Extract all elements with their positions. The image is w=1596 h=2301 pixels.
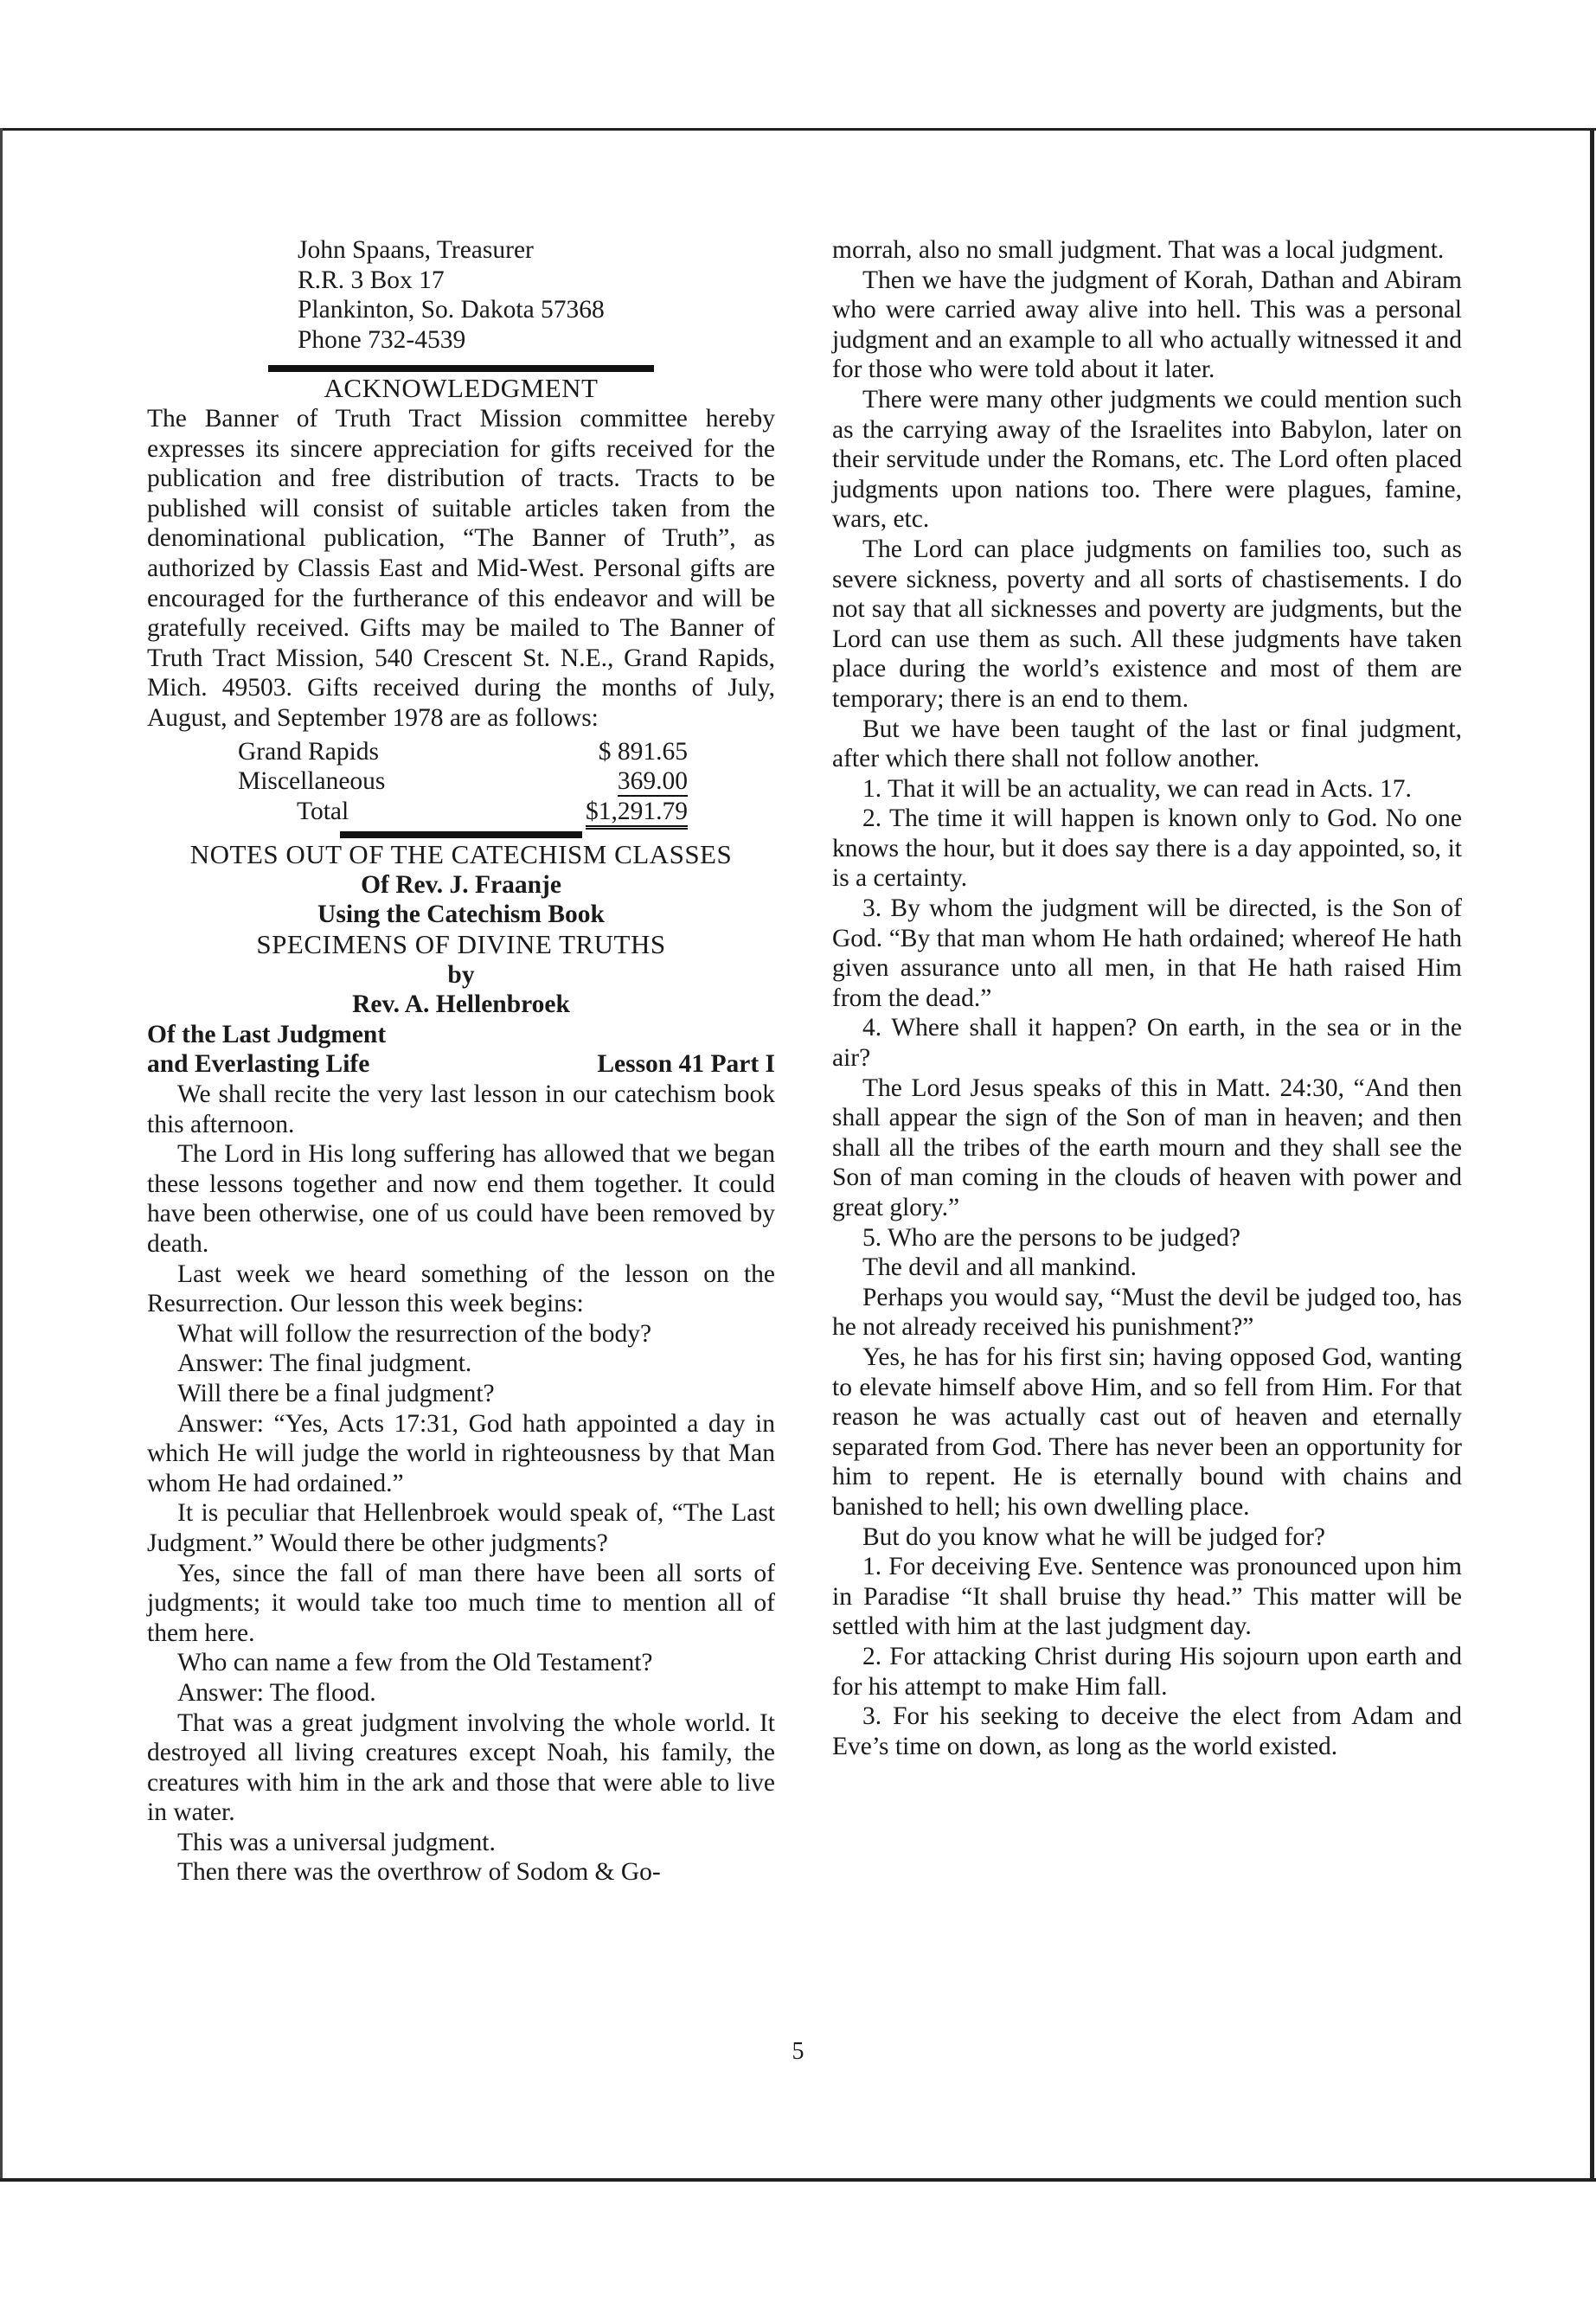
paragraph: It is peculiar that Hellenbroek would speak of, “The Last Judgment.” Would there be other judgments?: [147, 1499, 775, 1557]
paragraph: Who can name a few from the Old Testament?: [177, 1649, 653, 1677]
paragraph: 5. Who are the persons to be judged?: [862, 1223, 1240, 1252]
paragraph: 1. That it will be an actuality, we can read in Acts. 17.: [862, 774, 1412, 803]
gift-row: [238, 737, 688, 767]
top-rule: [0, 128, 1596, 131]
paragraph: Answer: The flood.: [177, 1678, 376, 1707]
right-edge: [1590, 128, 1594, 2182]
gift-label: Miscellaneous: [238, 767, 386, 796]
paragraph: Last week we heard something of the lesson on the Resurrection. Our lesson this week begins:: [147, 1259, 775, 1318]
paragraph: Will there be a final judgment?: [177, 1379, 495, 1407]
left-edge: [0, 128, 3, 2182]
paragraph: This was a universal judgment.: [177, 1828, 496, 1856]
paragraph: 2. The time it will happen is known only to God. No one knows the hour, but it does say there is a day appointed, so, it is a certainty.: [832, 804, 1462, 893]
treasurer-address: [147, 235, 775, 355]
paragraph: Answer: “Yes, Acts 17:31, God hath appointed a day in which He will judge the world in righteousness by that Man whom He had ordained.”: [147, 1409, 775, 1497]
paragraph: That was a great judgment involving the whole world. It destroyed all living creatures except Noah, his family, the creatures with him in the ark and those that were able to live in water.: [147, 1708, 775, 1827]
paragraph: Perhaps you would say, “Must the devil be judged too, has he not already received his punishment?”: [832, 1283, 1462, 1342]
lesson-line: [147, 1049, 775, 1080]
gift-amount: 369.00: [617, 767, 688, 796]
notes-using: Using the Catechism Book: [317, 901, 605, 929]
paragraph: 1. For deceiving Eve. Sentence was pronounced upon him in Paradise “It shall bruise thy head.” This matter will be settled with him at the last judgment day.: [832, 1553, 1462, 1641]
paragraph: The devil and all mankind.: [862, 1253, 1138, 1282]
notes-by: by: [447, 960, 475, 989]
gift-label: Grand Rapids: [238, 737, 380, 766]
acknowledgment-heading: ACKNOWLEDGMENT: [324, 373, 599, 404]
paragraph: Yes, he has for his first sin; having opposed God, wanting to elevate himself above Him, and so fell from Him. For that reason he was actually cast out of heaven and eternally separated from God. There has never been an opportunity for him to repent. He is eternally bound with chains and banished to hell; his own dwelling place.: [832, 1343, 1462, 1521]
paragraph: But do you know what he will be judged for?: [862, 1522, 1326, 1551]
notes-heading: NOTES OUT OF THE CATECHISM CLASSES: [189, 839, 733, 870]
gift-total-amount: $1,291.79: [586, 798, 688, 830]
treasurer-phone: Phone 732-4539: [298, 325, 466, 354]
gift-total-label: Total: [297, 797, 349, 825]
right-column: [832, 235, 1462, 1761]
gifts-table: [238, 737, 688, 827]
bottom-rule: [0, 2178, 1596, 2182]
treasurer-city: Plankinton, So. Dakota 57368: [298, 296, 605, 324]
section-divider: [268, 365, 654, 372]
paragraph: Then we have the judgment of Korah, Dathan and Abiram who were carried away alive into hell. This was a personal judgment and an example to all who actually witnessed it and for those who were told about it later.: [832, 266, 1462, 384]
gift-total-row: [238, 797, 688, 827]
paragraph: We shall recite the very last lesson in our catechism book this afternoon.: [147, 1080, 775, 1138]
paragraph: But we have been taught of the last or final judgment, after which there shall not follow another.: [832, 715, 1462, 773]
subject-line: and Everlasting Life: [147, 1050, 370, 1079]
subject-line: Of the Last Judgment: [147, 1020, 387, 1048]
paragraph: 3. By whom the judgment will be directed, is the Son of God. “By that man whom He hath ordained; whereof He hath given assurance unto all men, in that He hath raised Him from the dead.”: [832, 894, 1462, 1012]
section-divider: [340, 831, 582, 838]
paragraph: Answer: The final judgment.: [177, 1349, 472, 1378]
gift-row: [238, 766, 688, 797]
paragraph: 4. Where shall it happen? On earth, in the sea or in the air?: [832, 1014, 1462, 1073]
treasurer-name: John Spaans, Treasurer: [298, 236, 534, 264]
paragraph: Then there was the overthrow of Sodom & Go-: [177, 1858, 661, 1887]
page-number: 5: [792, 2038, 804, 2065]
gift-amount: $ 891.65: [598, 737, 688, 766]
paragraph: What will follow the resurrection of the body?: [177, 1319, 652, 1348]
acknowledgment-body: The Banner of Truth Tract Mission committee hereby expresses its sincere appreciation for gifts received for the publication and free distribution of tracts. Tracts to be published will consist of suitable articles taken from the denominational publication, “The Banner of Truth”, as authorized by Classis East and Mid-West. Personal gifts are encouraged for the furtherance of this endeavor and will be gratefully received. Gifts may be mailed to The Banner of Truth Tract Mission, 540 Crescent St. N.E., Grand Rapids, Mich. 49503. Gifts received during the months of July, August, and September 1978 are as follows:: [147, 404, 775, 732]
notes-author: Rev. A. Hellenbroek: [352, 990, 570, 1019]
notes-of-rev: Of Rev. J. Fraanje: [361, 870, 561, 899]
left-column: [147, 235, 775, 1888]
paragraph-continued: morrah, also no small judgment. That was a local judgment.: [832, 236, 1445, 264]
book-title: SPECIMENS OF DIVINE TRUTHS: [256, 929, 666, 960]
paragraph: 2. For attacking Christ during His sojourn upon earth and for his attempt to make Him fall.: [832, 1642, 1462, 1701]
paragraph: The Lord can place judgments on families too, such as severe sickness, poverty and all sorts of chastisements. I do not say that all sicknesses and poverty are judgments, but the Lord can use them as such. All these judgments have taken place during the world’s existence and most of them are temporary; there is an end to them.: [832, 535, 1462, 713]
paragraph: The Lord Jesus speaks of this in Matt. 24:30, “And then shall appear the sign of the Son of man in heaven; and then shall all the tribes of the earth mourn and they shall see the Son of man coming in the clouds of heaven with power and great glory.”: [832, 1074, 1462, 1221]
treasurer-street: R.R. 3 Box 17: [298, 266, 445, 294]
paragraph: The Lord in His long suffering has allowed that we began these lessons together and now end them together. It could have been otherwise, one of us could have been removed by death.: [147, 1140, 775, 1258]
paragraph: There were many other judgments we could mention such as the carrying away of the Israelites into Babylon, later on their servitude under the Romans, etc. The Lord often placed judgments upon nations too. There were plagues, famine, wars, etc.: [832, 385, 1462, 534]
lesson-number: Lesson 41 Part I: [597, 1050, 775, 1079]
paragraph: 3. For his seeking to deceive the elect from Adam and Eve’s time on down, as long as the world existed.: [832, 1702, 1462, 1760]
paragraph: Yes, since the fall of man there have been all sorts of judgments; it would take too much time to mention all of them here.: [147, 1559, 775, 1647]
